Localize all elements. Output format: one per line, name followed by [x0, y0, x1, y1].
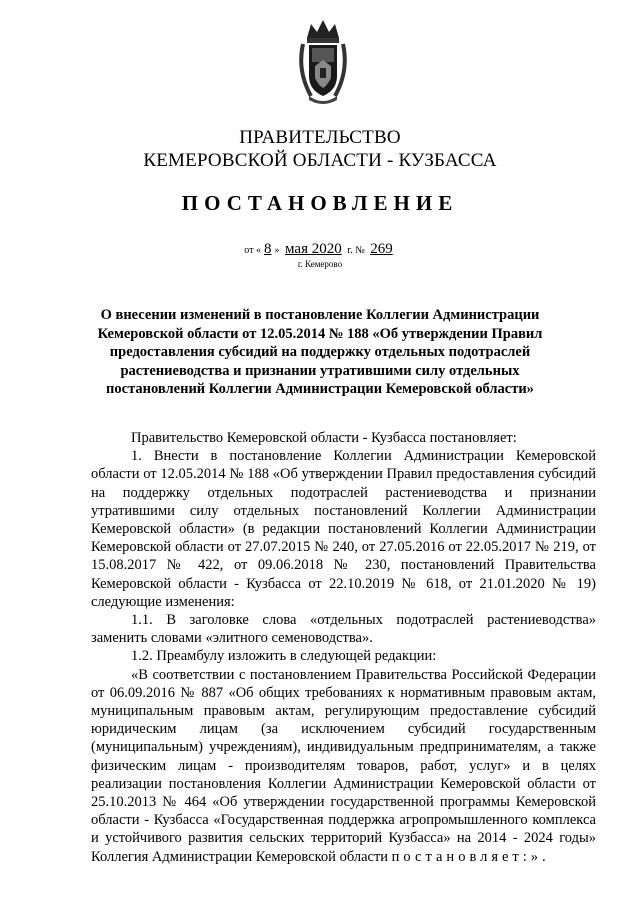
- document-subject: О внесении изменений в постановление Коллегии Администрации Кемеровской области от 12.05.2014 № 188 «Об утверждении Правил предоставления субсидий на поддержку отдельных подотраслей растениеводства и признании утратившими силу отдельных постановлений Коллегии Администрации Кемеровской области»: [97, 307, 543, 397]
- document-type-title: ПОСТАНОВЛЕНИЕ: [181, 191, 459, 215]
- preamble-resolves: постановляет:».: [391, 848, 550, 865]
- document-city: г. Кемерово: [297, 259, 343, 269]
- document-body: [91, 429, 596, 866]
- body-paragraph-1-2: 1.2. Преамбулу изложить в следующей редакции:: [131, 648, 437, 665]
- document-number: 269: [370, 241, 393, 257]
- document-dateline: [0, 241, 640, 258]
- body-paragraph-1: 1. Внести в постановление Коллегии Администрации Кемеровской области от 12.05.2014 № 188 «Об утверждении Правил предоставления субсидий на поддержку отдельных подотраслей растениеводства и признании утратившими силу отдельных постановлений Коллегии Администрации Кемеровской области» (в редакции постановлений Коллегии Администрации Кемеровской области от 27.07.2015 № 240, от 27.05.2016 от 22.05.2017 № 219, от 15.08.2017 № 422, от 09.06.2018 № 230, постановлений Правительства Кемеровской области - Кузбасса от 22.10.2019 № 618, от 21.01.2020 № 19) следующие изменения:: [91, 448, 596, 610]
- body-intro: Правительство Кемеровской области - Кузбасса постановляет:: [131, 430, 517, 446]
- date-year-suffix: г. №: [347, 245, 365, 256]
- date-month-year: мая 2020: [285, 241, 342, 257]
- body-paragraph-1-1: 1.1. В заголовке слова «отдельных подотраслей растениеводства» заменить словами «элитного семеноводства».: [91, 612, 596, 647]
- date-day: 8: [264, 241, 272, 257]
- preamble-text: «В соответствии с постановлением Правительства Российской Федерации от 06.09.2016 № 887 «Об общих требованиях к нормативным правовым актам, муниципальным правовым актам, регулирующим предоставление субсидий юридическим лицам (за исключением субсидий государственным (муниципальным) учреждениям), индивидуальным предпринимателям, а также физическим лицам - производителям товаров, работ, услуг» и в целях реализации постановления Коллегии Администрации Кемеровской области от 25.10.2013 № 464 «Об утверждении государственной программы Кемеровской области - Кузбасса «Государственная поддержка агропромышленного комплекса и устойчивого развития сельских территорий Кузбасса» на 2014 - 2024 годы» Коллегия Администрации Кемеровской области: [91, 666, 596, 865]
- kemerovo-coat-of-arms-icon: [297, 16, 349, 104]
- date-quote-close: »: [274, 245, 280, 256]
- government-title-line1: ПРАВИТЕЛЬСТВО: [239, 127, 401, 148]
- date-from-label: от «: [244, 245, 262, 256]
- body-quoted-preamble: [91, 666, 596, 866]
- government-title-line2: КЕМЕРОВСКОЙ ОБЛАСТИ - КУЗБАССА: [143, 150, 497, 171]
